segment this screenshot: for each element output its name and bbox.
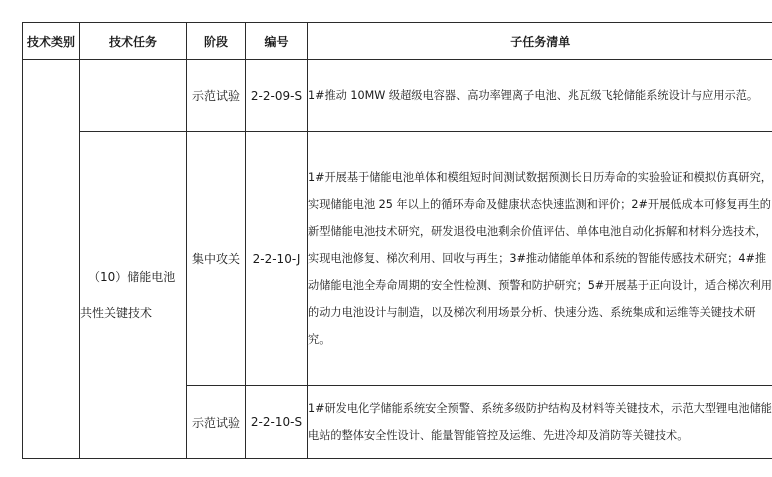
header-stage: 阶段 xyxy=(187,23,246,60)
stage-cell: 集中攻关 xyxy=(187,132,246,386)
header-row xyxy=(23,23,772,60)
header-field: 技术类别 xyxy=(23,23,80,60)
stage-cell: 示范试验 xyxy=(187,60,246,132)
task-cell-empty xyxy=(80,60,187,132)
task-line-2: 共性关键技术 xyxy=(80,306,153,320)
header-task: 技术任务 xyxy=(80,23,187,60)
table-row xyxy=(23,132,772,386)
header-code: 编号 xyxy=(246,23,308,60)
subtask-cell: 1#开展基于储能电池单体和模组短时间测试数据预测长日历寿命的实验验证和模拟仿真研究，实现储能电池 25 年以上的循环寿命及健康状态快速监测和评价；2#开展低成本可修复再生的新型储能电池技术研究，研发退役电池剩余价值评估、单体电池自动化拆解和材料分选技术，实现电池修复、梯次利用、回收与再生；3#推动储能单体和系统的智能传感技术研究；4#推动储能电池全寿命周期的安全性检测、预警和防护研究；5#开展基于正向设计，适合梯次利用的动力电池设计与制造，以及梯次利用场景分析、快速分选、系统集成和运维等关键技术研究。 xyxy=(308,132,772,386)
header-subtasks: 子任务清单 xyxy=(308,23,772,60)
code-cell: 2-2-10-J xyxy=(246,132,308,386)
subtask-table xyxy=(22,22,772,459)
task-line-1: （10）储能电池 xyxy=(88,270,176,284)
field-cell xyxy=(23,60,80,459)
code-cell: 2-2-10-S xyxy=(246,386,308,459)
table-row xyxy=(23,60,772,132)
stage-cell: 示范试验 xyxy=(187,386,246,459)
code-cell: 2-2-09-S xyxy=(246,60,308,132)
task-cell xyxy=(80,132,187,459)
subtask-cell: 1#推动 10MW 级超级电容器、高功率锂离子电池、兆瓦级飞轮储能系统设计与应用示范。 xyxy=(308,60,772,132)
subtask-cell: 1#研发电化学储能系统安全预警、系统多级防护结构及材料等关键技术，示范大型锂电池储能电站的整体安全性设计、能量智能管控及运维、先进冷却及消防等关键技术。 xyxy=(308,386,772,459)
